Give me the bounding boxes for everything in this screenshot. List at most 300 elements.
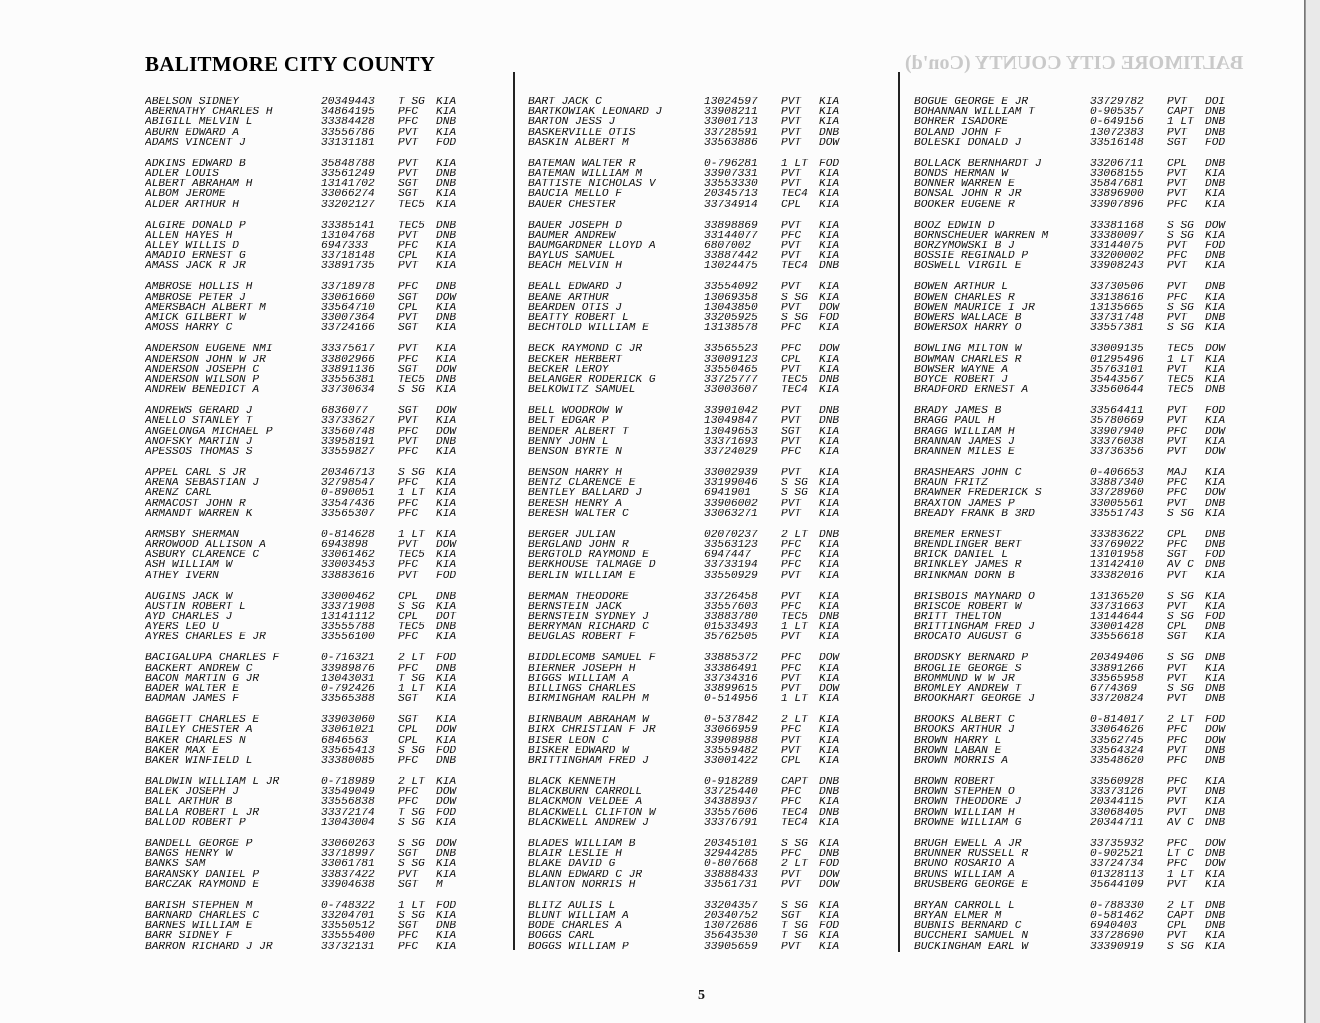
roster-entry: [528, 323, 849, 333]
roster-group: [914, 715, 1235, 766]
soldier-name: BOGUE GEORGE E JR: [914, 97, 1029, 108]
rank: 1 LT: [781, 158, 808, 170]
roster-entry: [528, 427, 849, 437]
status: KIA: [819, 910, 840, 922]
rank: TEC5: [1167, 374, 1194, 386]
rank: PFC: [781, 323, 802, 334]
roster-entry: [914, 509, 1235, 519]
roster-entry: [914, 169, 1235, 179]
serial-number: 33736356: [1090, 446, 1144, 458]
soldier-name: BECKER HERBERT: [528, 354, 622, 365]
serial-number: 33901042: [704, 406, 758, 417]
roster-entry: [914, 251, 1235, 261]
serial-number: 33557603: [704, 601, 758, 612]
status: DNB: [1205, 158, 1226, 170]
soldier-name: BATEMAN WALTER R: [528, 158, 636, 170]
status: KIA: [1205, 230, 1226, 242]
rank: PVT: [1167, 498, 1188, 509]
roster-entry: [528, 756, 849, 766]
soldier-name: BAUMGARDNER LLOYD A: [528, 241, 656, 252]
status: DNB: [819, 406, 840, 417]
rank: 2 LT: [398, 777, 425, 788]
soldier-name: AYERS LEO U: [145, 622, 219, 633]
roster-entry: [528, 293, 849, 303]
status: DNB: [1205, 684, 1226, 695]
rank: AV C: [1167, 817, 1194, 829]
rank: S SG: [781, 838, 808, 850]
rank: TEC5: [398, 374, 425, 386]
rank: 1 LT: [1167, 869, 1194, 880]
rank: PFC: [1167, 777, 1188, 788]
serial-number: 33733194: [704, 560, 758, 571]
roster-entry: [528, 571, 849, 581]
roster-entry: [145, 921, 466, 931]
roster-entry: [914, 540, 1235, 550]
rank: SGT: [781, 426, 802, 437]
serial-number: 33561731: [704, 879, 758, 890]
rank: S SG: [398, 467, 425, 479]
status: KIA: [819, 385, 840, 396]
roster-entry: [914, 261, 1235, 271]
serial-number: 33887340: [1090, 478, 1144, 489]
status: KIA: [436, 869, 457, 880]
roster-group: [528, 159, 849, 210]
rank: CPL: [1167, 158, 1188, 170]
serial-number: 33730634: [321, 385, 375, 396]
column-divider-2: [898, 72, 900, 952]
roster-entry: [914, 241, 1235, 251]
soldier-name: BROOKS ALBERT C: [914, 715, 1015, 726]
rank: S SG: [1167, 684, 1194, 695]
serial-number: 33060263: [321, 838, 375, 850]
rank: S SG: [781, 313, 808, 324]
status: KIA: [1205, 189, 1226, 200]
soldier-name: BREADY FRANK B 3RD: [914, 508, 1035, 519]
roster-entry: [145, 179, 466, 189]
roster-entry: [528, 653, 849, 663]
soldier-name: BARR SIDNEY F: [145, 931, 233, 942]
rank: PFC: [398, 663, 419, 674]
serial-number: 33908988: [704, 735, 758, 746]
serial-number: 33885372: [704, 653, 758, 664]
status: KIA: [436, 632, 457, 643]
rank: CAPT: [781, 777, 808, 788]
roster-entry: [528, 839, 849, 849]
roster-group: [914, 530, 1235, 581]
roster-group: [914, 97, 1235, 148]
roster-entry: [914, 447, 1235, 457]
serial-number: 33729782: [1090, 97, 1144, 108]
soldier-name: BERNSTEIN JACK: [528, 601, 622, 612]
status: DOW: [1205, 220, 1226, 231]
rank: PVT: [1167, 406, 1188, 417]
soldier-name: BOLLACK BERNHARDT J: [914, 158, 1042, 170]
rank: PVT: [1167, 673, 1188, 685]
status: KIA: [436, 107, 457, 118]
rank: 1 LT: [1167, 354, 1194, 365]
status: DNB: [1205, 313, 1226, 324]
soldier-name: ANDERSON JOHN W JR: [145, 354, 266, 365]
rank: PVT: [398, 313, 419, 324]
serial-number: 35763101: [1090, 364, 1144, 375]
status: DOW: [436, 426, 457, 437]
status: DNB: [1205, 756, 1226, 767]
roster-entry: [914, 736, 1235, 746]
status: DNB: [1205, 921, 1226, 932]
serial-number: 33557381: [1090, 323, 1144, 334]
roster-entry: [145, 942, 466, 952]
status: KIA: [819, 591, 840, 602]
rank: PVT: [398, 137, 419, 148]
serial-number: 33556786: [321, 127, 375, 138]
roster-entry: [914, 849, 1235, 859]
status: KIA: [436, 323, 457, 334]
soldier-name: ALGIRE DONALD P: [145, 220, 246, 231]
serial-number: 34388937: [704, 797, 758, 808]
rank: PVT: [398, 344, 419, 355]
soldier-name: BREMER ERNEST: [914, 529, 1002, 540]
serial-number: 33903060: [321, 715, 375, 726]
serial-number: 35848788: [321, 158, 375, 170]
rank: PVT: [398, 570, 419, 581]
status: DOW: [819, 137, 840, 148]
roster-entry: [914, 385, 1235, 395]
status: KIA: [819, 426, 840, 437]
status: DNB: [819, 849, 840, 860]
soldier-name: BELL WOODROW W: [528, 406, 622, 417]
serial-number: 0-718989: [321, 777, 375, 788]
soldier-name: BAKER MAX E: [145, 745, 219, 757]
roster-group: [914, 839, 1235, 890]
rank: PVT: [398, 436, 419, 447]
status: DNB: [436, 230, 457, 242]
soldier-name: ANDERSON JOSEPH C: [145, 364, 260, 375]
status: KIA: [819, 364, 840, 375]
rank: CPL: [398, 735, 419, 746]
status: FOD: [436, 745, 457, 757]
soldier-name: BOGGS WILLIAM P: [528, 941, 629, 952]
roster-group: [914, 592, 1235, 643]
status: DNB: [1205, 849, 1226, 860]
serial-number: 13043031: [321, 673, 375, 685]
soldier-name: BROWN LABAN E: [914, 745, 1002, 757]
roster-group: [145, 715, 466, 766]
soldier-name: BOWEN MAURICE I JR: [914, 302, 1035, 314]
soldier-name: BROOKHART GEORGE J: [914, 694, 1035, 705]
status: KIA: [819, 570, 840, 581]
soldier-name: ALBOM JEROME: [145, 189, 226, 200]
rank: PVT: [781, 220, 802, 231]
page-number: 5: [698, 988, 705, 1003]
roster-entry: [145, 797, 466, 807]
soldier-name: BLACKWELL ANDREW J: [528, 817, 649, 829]
roster-entry: [528, 725, 849, 735]
rank: 2 LT: [1167, 715, 1194, 726]
roster-group: [528, 221, 849, 272]
serial-number: 33908243: [1090, 261, 1144, 272]
rank: TEC5: [398, 199, 425, 210]
rank: PVT: [781, 735, 802, 746]
status: KIA: [1205, 673, 1226, 685]
roster-entry: [914, 859, 1235, 869]
soldier-name: BLACK KENNETH: [528, 777, 616, 788]
rank: PVT: [1167, 879, 1188, 890]
serial-number: 33958191: [321, 436, 375, 447]
soldier-name: AMASS JACK R JR: [145, 261, 246, 272]
roster-entry: [528, 159, 849, 169]
roster-group: [145, 406, 466, 457]
soldier-name: BARTON JESS J: [528, 117, 616, 128]
status: KIA: [1205, 601, 1226, 612]
soldier-name: BRUNS WILLIAM A: [914, 869, 1015, 880]
serial-number: 33555788: [321, 622, 375, 633]
soldier-name: BARCZAK RAYMOND E: [145, 879, 260, 890]
status: KIA: [819, 498, 840, 509]
soldier-name: BRAGG PAUL H: [914, 416, 995, 427]
rank: PVT: [781, 570, 802, 581]
rank: PVT: [1167, 97, 1188, 108]
soldier-name: BAUMER ANDREW: [528, 230, 616, 242]
rank: S SG: [398, 745, 425, 757]
status: KIA: [436, 560, 457, 571]
rank: PVT: [781, 869, 802, 880]
status: DNB: [436, 756, 457, 767]
roster-entry: [145, 375, 466, 385]
roster-entry: [145, 159, 466, 169]
status: DNB: [1205, 745, 1226, 757]
rank: PFC: [398, 941, 419, 952]
serial-number: 13144644: [1090, 612, 1144, 623]
serial-number: 33005561: [1090, 498, 1144, 509]
soldier-name: BRASHEARS JOHN C: [914, 467, 1022, 479]
soldier-name: BALEK JOSEPH J: [145, 787, 239, 798]
roster-entry: [528, 808, 849, 818]
status: DOW: [1205, 725, 1226, 736]
roster-entry: [145, 303, 466, 313]
roster-entry: [914, 128, 1235, 138]
rank: PVT: [1167, 282, 1188, 293]
roster-entry: [145, 530, 466, 540]
serial-number: 33560748: [321, 426, 375, 437]
soldier-name: BENDER ALBERT T: [528, 426, 629, 437]
roster-entry: [528, 406, 849, 416]
serial-number: 13043004: [321, 817, 375, 829]
soldier-name: ALBERT ABRAHAM H: [145, 179, 253, 190]
soldier-name: AMBROSE HOLLIS H: [145, 282, 253, 293]
soldier-name: ATHEY IVERN: [145, 570, 219, 581]
status: KIA: [436, 550, 457, 561]
status: KIA: [436, 735, 457, 746]
roster-entry: [145, 849, 466, 859]
roster-entry: [528, 612, 849, 622]
status: DOW: [819, 302, 840, 314]
serial-number: 33562745: [1090, 735, 1144, 746]
soldier-name: BROWNE WILLIAM G: [914, 817, 1022, 829]
serial-number: 0-788330: [1090, 900, 1144, 911]
soldier-name: ABIGILL MELVIN L: [145, 117, 253, 128]
serial-number: 33565958: [1090, 673, 1144, 685]
serial-number: 20340752: [704, 910, 758, 922]
soldier-name: BOHANNAN WILLIAM T: [914, 107, 1035, 118]
serial-number: 01533493: [704, 622, 758, 633]
soldier-name: BRADFORD ERNEST A: [914, 385, 1029, 396]
roster-entry: [145, 323, 466, 333]
rank: CPL: [1167, 921, 1188, 932]
serial-number: 0-716321: [321, 653, 375, 664]
status: KIA: [1205, 261, 1226, 272]
soldier-name: BROWN MORRIS A: [914, 756, 1008, 767]
status: KIA: [819, 694, 840, 705]
roster-entry: [528, 355, 849, 365]
serial-number: 0-581462: [1090, 910, 1144, 922]
soldier-name: BRANNAN JAMES J: [914, 436, 1015, 447]
roster-entry: [914, 777, 1235, 787]
roster-entry: [914, 468, 1235, 478]
serial-number: 33009123: [704, 354, 758, 365]
status: KIA: [819, 622, 840, 633]
roster-entry: [145, 550, 466, 560]
serial-number: 6836077: [321, 406, 368, 417]
status: KIA: [1205, 354, 1226, 365]
rank: SGT: [398, 179, 419, 190]
roster-entry: [145, 787, 466, 797]
rank: PVT: [1167, 787, 1188, 798]
soldier-name: BOWMAN CHARLES R: [914, 354, 1022, 365]
roster-entry: [914, 931, 1235, 941]
status: KIA: [819, 715, 840, 726]
roster-column-2: [528, 97, 849, 963]
soldier-name: BEACH MELVIN H: [528, 261, 622, 272]
rank: SGT: [398, 364, 419, 375]
soldier-name: BLITZ AULIS L: [528, 900, 616, 911]
page-edge: [1305, 0, 1320, 1023]
roster-entry: [528, 550, 849, 560]
status: KIA: [436, 189, 457, 200]
rank: 2 LT: [1167, 900, 1194, 911]
roster-entry: [528, 499, 849, 509]
serial-number: 33887442: [704, 251, 758, 262]
status: KIA: [1205, 941, 1226, 952]
rank: 2 LT: [781, 859, 808, 870]
rank: PFC: [781, 446, 802, 458]
rank: CPL: [781, 756, 802, 767]
status: KIA: [1205, 591, 1226, 602]
roster-entry: [145, 427, 466, 437]
status: DNB: [819, 261, 840, 272]
serial-number: 33551743: [1090, 508, 1144, 519]
soldier-name: BLACKBURN CARROLL: [528, 787, 643, 798]
roster-entry: [914, 303, 1235, 313]
roster-entry: [914, 282, 1235, 292]
roster-entry: [528, 622, 849, 632]
rank: PFC: [398, 117, 419, 128]
rank: CPL: [398, 725, 419, 736]
serial-number: 33718148: [321, 251, 375, 262]
rank: 1 LT: [398, 684, 425, 695]
status: DNB: [819, 612, 840, 623]
soldier-name: BEARDEN OTIS J: [528, 302, 622, 314]
status: DNB: [1205, 251, 1226, 262]
status: KIA: [819, 179, 840, 190]
roster-entry: [145, 416, 466, 426]
status: KIA: [819, 560, 840, 571]
soldier-name: APPEL CARL S JR: [145, 467, 246, 479]
status: KIA: [436, 910, 457, 922]
roster-entry: [145, 571, 466, 581]
rank: 2 LT: [781, 715, 808, 726]
soldier-name: BIDDLECOMB SAMUEL F: [528, 653, 656, 664]
status: KIA: [1205, 777, 1226, 788]
serial-number: 33001428: [1090, 622, 1144, 633]
soldier-name: BILLINGS CHARLES: [528, 684, 636, 695]
serial-number: 33144077: [704, 230, 758, 242]
serial-number: 0-814017: [1090, 715, 1144, 726]
roster-entry: [914, 231, 1235, 241]
roster-entry: [528, 694, 849, 704]
rank: TEC4: [781, 817, 808, 829]
roster-column-3: [914, 97, 1235, 963]
rank: SGT: [398, 323, 419, 334]
soldier-name: BOWSER WAYNE A: [914, 364, 1008, 375]
status: KIA: [436, 715, 457, 726]
rank: PVT: [1167, 797, 1188, 808]
status: DNB: [819, 529, 840, 540]
roster-group: [145, 592, 466, 643]
serial-number: 33061781: [321, 859, 375, 870]
status: KIA: [819, 817, 840, 829]
status: KIA: [436, 302, 457, 314]
status: KIA: [1205, 416, 1226, 427]
roster-entry: [914, 200, 1235, 210]
roster-group: [145, 97, 466, 148]
status: DNB: [1205, 385, 1226, 396]
roster-entry: [145, 870, 466, 880]
rank: 1 LT: [398, 529, 425, 540]
serial-number: 0-514956: [704, 694, 758, 705]
roster-entry: [914, 488, 1235, 498]
serial-number: 13141112: [321, 612, 375, 623]
status: DNB: [1205, 900, 1226, 911]
serial-number: 33898869: [704, 220, 758, 231]
rank: PVT: [781, 508, 802, 519]
status: KIA: [819, 632, 840, 643]
serial-number: 33555400: [321, 931, 375, 942]
roster-entry: [145, 406, 466, 416]
rank: T SG: [398, 673, 425, 685]
rank: PVT: [1167, 261, 1188, 272]
serial-number: 33565413: [321, 745, 375, 757]
roster-entry: [528, 746, 849, 756]
serial-number: 33728960: [1090, 488, 1144, 499]
roster-entry: [914, 725, 1235, 735]
roster-entry: [914, 179, 1235, 189]
serial-number: 33724166: [321, 323, 375, 334]
serial-number: 33547436: [321, 498, 375, 509]
rank: PVT: [1167, 694, 1188, 705]
soldier-name: BRUNO ROSARIO A: [914, 859, 1015, 870]
serial-number: 33904638: [321, 879, 375, 890]
serial-number: 33883616: [321, 570, 375, 581]
serial-number: 33732131: [321, 941, 375, 952]
rank: T SG: [781, 931, 808, 942]
rank: PVT: [781, 251, 802, 262]
status: FOD: [436, 653, 457, 664]
serial-number: 0-814628: [321, 529, 375, 540]
rank: PFC: [398, 498, 419, 509]
rank: AV C: [1167, 560, 1194, 571]
roster-group: [528, 406, 849, 457]
status: KIA: [436, 498, 457, 509]
